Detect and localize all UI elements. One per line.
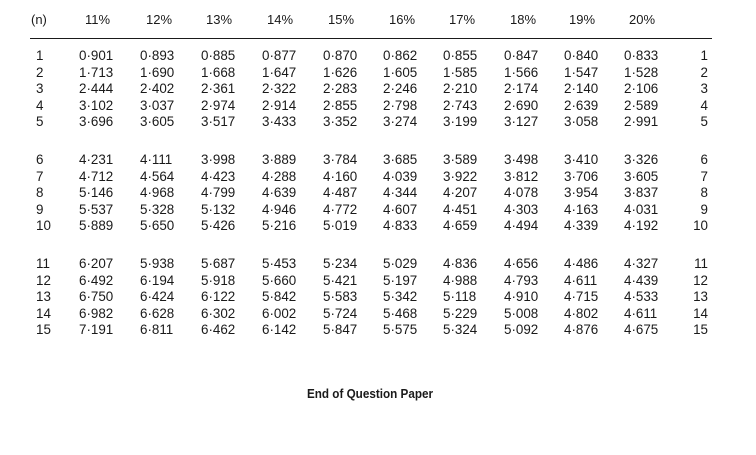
table-cell: 3·274 bbox=[383, 114, 418, 129]
table-cell: 2·322 bbox=[262, 81, 297, 96]
table-cell: 2·639 bbox=[564, 97, 599, 113]
table-cell: 4·487 bbox=[323, 185, 358, 200]
table-cell: 4·836 bbox=[443, 256, 478, 271]
table-cell: 4·039 bbox=[383, 168, 418, 184]
period-label-right: 9 bbox=[700, 201, 708, 217]
table-cell: 6·424 bbox=[140, 289, 175, 304]
table-cell: 5·842 bbox=[262, 289, 297, 304]
table-cell: 4·111 bbox=[140, 152, 173, 167]
table-cell: 3·837 bbox=[624, 185, 659, 200]
period-label-right: 6 bbox=[700, 152, 708, 167]
table-cell: 6·142 bbox=[262, 322, 297, 337]
period-label-right: 13 bbox=[693, 289, 708, 304]
table-cell: 3·498 bbox=[504, 152, 539, 167]
table-cell: 6·462 bbox=[201, 322, 236, 337]
period-label-right: 11 bbox=[694, 256, 708, 271]
table-cell: 5·583 bbox=[323, 289, 358, 304]
table-cell: 4·564 bbox=[140, 168, 175, 184]
table-cell: 5·453 bbox=[262, 256, 297, 271]
period-label-left: 5 bbox=[36, 114, 44, 129]
table-cell: 6·811 bbox=[140, 322, 174, 337]
table-cell: 2·743 bbox=[443, 97, 478, 113]
table-cell: 3·605 bbox=[624, 168, 659, 184]
table-cell: 4·303 bbox=[504, 201, 539, 217]
table-cell: 0·885 bbox=[201, 48, 236, 63]
table-cell: 3·517 bbox=[201, 114, 236, 129]
table-cell: 1·528 bbox=[624, 64, 659, 80]
table-cell: 3·589 bbox=[443, 152, 478, 167]
table-cell: 4·451 bbox=[443, 201, 478, 217]
table-cell: 3·058 bbox=[564, 114, 599, 129]
table-cell: 2·140 bbox=[564, 81, 599, 96]
table-cell: 4·344 bbox=[383, 185, 418, 200]
table-cell: 2·210 bbox=[443, 81, 478, 96]
period-label-left: 9 bbox=[36, 201, 44, 217]
table-cell: 5·660 bbox=[262, 272, 297, 288]
table-cell: 1·713 bbox=[79, 64, 114, 80]
period-label-right: 14 bbox=[693, 305, 708, 321]
table-cell: 5·724 bbox=[323, 305, 358, 321]
table-cell: 6·750 bbox=[79, 289, 114, 304]
table-cell: 3·352 bbox=[323, 114, 358, 129]
table-cell: 5·918 bbox=[201, 272, 236, 288]
table-cell: 5·118 bbox=[443, 289, 477, 304]
table-cell: 5·234 bbox=[323, 256, 358, 271]
table-cell: 3·199 bbox=[443, 114, 478, 129]
rate-header: 14% bbox=[267, 12, 294, 27]
period-label-left: 12 bbox=[36, 272, 51, 288]
table-cell: 1·626 bbox=[323, 64, 358, 80]
table-cell: 2·690 bbox=[504, 97, 539, 113]
period-label-right: 1 bbox=[700, 48, 708, 63]
table-cell: 3·706 bbox=[564, 168, 599, 184]
period-label-right: 4 bbox=[700, 97, 708, 113]
table-cell: 5·019 bbox=[323, 218, 358, 233]
table-cell: 4·288 bbox=[262, 168, 297, 184]
table-cell: 3·326 bbox=[624, 152, 659, 167]
table-cell: 6·002 bbox=[262, 305, 297, 321]
table-cell: 4·339 bbox=[564, 218, 599, 233]
table-cell: 3·922 bbox=[443, 168, 478, 184]
table-cell: 5·687 bbox=[201, 256, 236, 271]
table-cell: 6·302 bbox=[201, 305, 236, 321]
table-cell: 4·946 bbox=[262, 201, 297, 217]
period-label-right: 15 bbox=[693, 322, 708, 337]
table-cell: 0·877 bbox=[262, 48, 297, 63]
table-cell: 4·611 bbox=[624, 305, 658, 321]
rate-header: 20% bbox=[629, 12, 656, 27]
table-cell: 4·533 bbox=[624, 289, 659, 304]
table-cell: 4·160 bbox=[323, 168, 358, 184]
table-cell: 5·650 bbox=[140, 218, 175, 233]
table-cell: 0·840 bbox=[564, 48, 599, 63]
table-cell: 4·031 bbox=[624, 201, 659, 217]
table-cell: 3·433 bbox=[262, 114, 297, 129]
table-cell: 5·092 bbox=[504, 322, 539, 337]
table-cell: 3·998 bbox=[201, 152, 236, 167]
table-cell: 2·589 bbox=[624, 97, 659, 113]
header-rule bbox=[30, 38, 712, 39]
table-cell: 6·194 bbox=[140, 272, 175, 288]
table-cell: 5·847 bbox=[323, 322, 358, 337]
table-cell: 3·605 bbox=[140, 114, 175, 129]
table-cell: 1·547 bbox=[564, 64, 599, 80]
table-cell: 4·439 bbox=[624, 272, 659, 288]
table-cell: 4·772 bbox=[323, 201, 358, 217]
table-cell: 3·410 bbox=[564, 152, 599, 167]
table-cell: 4·607 bbox=[383, 201, 418, 217]
table-cell: 4·486 bbox=[564, 256, 599, 271]
table-cell: 5·008 bbox=[504, 305, 539, 321]
table-cell: 5·342 bbox=[383, 289, 418, 304]
table-cell: 0·855 bbox=[443, 48, 478, 63]
period-label-left: 10 bbox=[36, 218, 51, 233]
period-label-left: 14 bbox=[36, 305, 51, 321]
table-cell: 4·876 bbox=[564, 322, 599, 337]
table-cell: 3·102 bbox=[79, 97, 114, 113]
table-cell: 6·982 bbox=[79, 305, 114, 321]
table-cell: 5·889 bbox=[79, 218, 114, 233]
table-cell: 0·833 bbox=[624, 48, 659, 63]
table-cell: 4·715 bbox=[564, 289, 599, 304]
table-cell: 2·246 bbox=[383, 81, 418, 96]
table-cell: 4·988 bbox=[443, 272, 478, 288]
table-cell: 5·575 bbox=[383, 322, 418, 337]
table-cell: 4·423 bbox=[201, 168, 236, 184]
table-cell: 4·659 bbox=[443, 218, 478, 233]
table-cell: 1·690 bbox=[140, 64, 175, 80]
table-cell: 0·893 bbox=[140, 48, 175, 63]
table-cell: 3·127 bbox=[504, 114, 539, 129]
table-cell: 6·628 bbox=[140, 305, 175, 321]
table-cell: 0·901 bbox=[79, 48, 114, 63]
table-cell: 1·566 bbox=[504, 64, 539, 80]
period-label-left: 11 bbox=[36, 256, 50, 271]
period-label-left: 7 bbox=[36, 168, 44, 184]
table-cell: 5·229 bbox=[443, 305, 478, 321]
table-cell: 2·798 bbox=[383, 97, 418, 113]
rate-header: 16% bbox=[389, 12, 416, 27]
table-cell: 2·402 bbox=[140, 81, 175, 96]
table-cell: 4·656 bbox=[504, 256, 539, 271]
period-label-left: 15 bbox=[36, 322, 51, 337]
table-cell: 3·812 bbox=[504, 168, 539, 184]
table-cell: 5·938 bbox=[140, 256, 175, 271]
rate-header: 17% bbox=[449, 12, 476, 27]
table-cell: 5·328 bbox=[140, 201, 175, 217]
table-cell: 5·324 bbox=[443, 322, 478, 337]
table-cell: 4·968 bbox=[140, 185, 175, 200]
period-label-right: 12 bbox=[693, 272, 708, 288]
table-cell: 5·146 bbox=[79, 185, 114, 200]
period-label-left: 13 bbox=[36, 289, 51, 304]
table-cell: 4·910 bbox=[504, 289, 539, 304]
rate-header: 13% bbox=[206, 12, 233, 27]
rate-header: 18% bbox=[510, 12, 537, 27]
table-cell: 3·685 bbox=[383, 152, 418, 167]
table-cell: 2·106 bbox=[624, 81, 659, 96]
table-cell: 5·197 bbox=[383, 272, 418, 288]
table-cell: 7·191 bbox=[79, 322, 114, 337]
period-label-right: 5 bbox=[700, 114, 708, 129]
table-cell: 3·037 bbox=[140, 97, 175, 113]
table-cell: 2·855 bbox=[323, 97, 358, 113]
period-label-right: 7 bbox=[700, 168, 708, 184]
table-cell: 4·802 bbox=[564, 305, 599, 321]
table-cell: 0·862 bbox=[383, 48, 418, 63]
period-label-left: 1 bbox=[36, 48, 44, 63]
table-cell: 3·784 bbox=[323, 152, 358, 167]
table-cell: 0·847 bbox=[504, 48, 539, 63]
table-cell: 4·799 bbox=[201, 185, 236, 200]
table-cell: 3·889 bbox=[262, 152, 297, 167]
table-cell: 3·696 bbox=[79, 114, 114, 129]
table-cell: 1·647 bbox=[262, 64, 297, 80]
table-cell: 2·174 bbox=[504, 81, 539, 96]
table-cell: 1·668 bbox=[201, 64, 236, 80]
table-cell: 4·833 bbox=[383, 218, 418, 233]
table-cell: 4·675 bbox=[624, 322, 659, 337]
rate-header: 15% bbox=[328, 12, 355, 27]
table-cell: 2·283 bbox=[323, 81, 358, 96]
table-cell: 4·231 bbox=[79, 152, 114, 167]
table-cell: 5·132 bbox=[201, 201, 236, 217]
table-cell: 2·914 bbox=[262, 97, 297, 113]
table-cell: 4·078 bbox=[504, 185, 539, 200]
period-header: (n) bbox=[31, 12, 47, 27]
period-label-right: 10 bbox=[693, 218, 708, 233]
table-cell: 4·611 bbox=[564, 272, 598, 288]
table-cell: 5·421 bbox=[323, 272, 358, 288]
table-cell: 5·029 bbox=[383, 256, 418, 271]
table-cell: 2·974 bbox=[201, 97, 236, 113]
table-cell: 2·444 bbox=[79, 81, 114, 96]
table-cell: 5·216 bbox=[262, 218, 297, 233]
period-label-left: 4 bbox=[36, 97, 44, 113]
table-cell: 5·468 bbox=[383, 305, 418, 321]
period-label-right: 3 bbox=[700, 81, 708, 96]
table-cell: 4·207 bbox=[443, 185, 478, 200]
rate-header: 19% bbox=[569, 12, 596, 27]
table-cell: 5·537 bbox=[79, 201, 114, 217]
table-cell: 4·793 bbox=[504, 272, 539, 288]
table-cell: 0·870 bbox=[323, 48, 358, 63]
period-label-left: 6 bbox=[36, 152, 44, 167]
rate-header: 12% bbox=[146, 12, 173, 27]
rate-header: 11% bbox=[85, 12, 111, 27]
table-cell: 6·207 bbox=[79, 256, 114, 271]
period-label-left: 3 bbox=[36, 81, 44, 96]
end-of-paper-note: End of Question Paper bbox=[306, 386, 434, 401]
period-label-left: 8 bbox=[36, 185, 44, 200]
table-cell: 4·712 bbox=[79, 168, 114, 184]
table-cell: 4·192 bbox=[624, 218, 659, 233]
table-cell: 2·991 bbox=[624, 114, 659, 129]
table-cell: 6·492 bbox=[79, 272, 114, 288]
period-label-left: 2 bbox=[36, 64, 44, 80]
table-cell: 1·605 bbox=[383, 64, 418, 80]
period-label-right: 8 bbox=[700, 185, 708, 200]
table-cell: 2·361 bbox=[201, 81, 236, 96]
table-cell: 4·327 bbox=[624, 256, 659, 271]
table-cell: 4·163 bbox=[564, 201, 599, 217]
table-cell: 3·954 bbox=[564, 185, 599, 200]
table-cell: 1·585 bbox=[443, 64, 478, 80]
period-label-right: 2 bbox=[700, 64, 708, 80]
table-cell: 4·494 bbox=[504, 218, 539, 233]
table-cell: 6·122 bbox=[201, 289, 236, 304]
table-cell: 5·426 bbox=[201, 218, 236, 233]
table-cell: 4·639 bbox=[262, 185, 297, 200]
